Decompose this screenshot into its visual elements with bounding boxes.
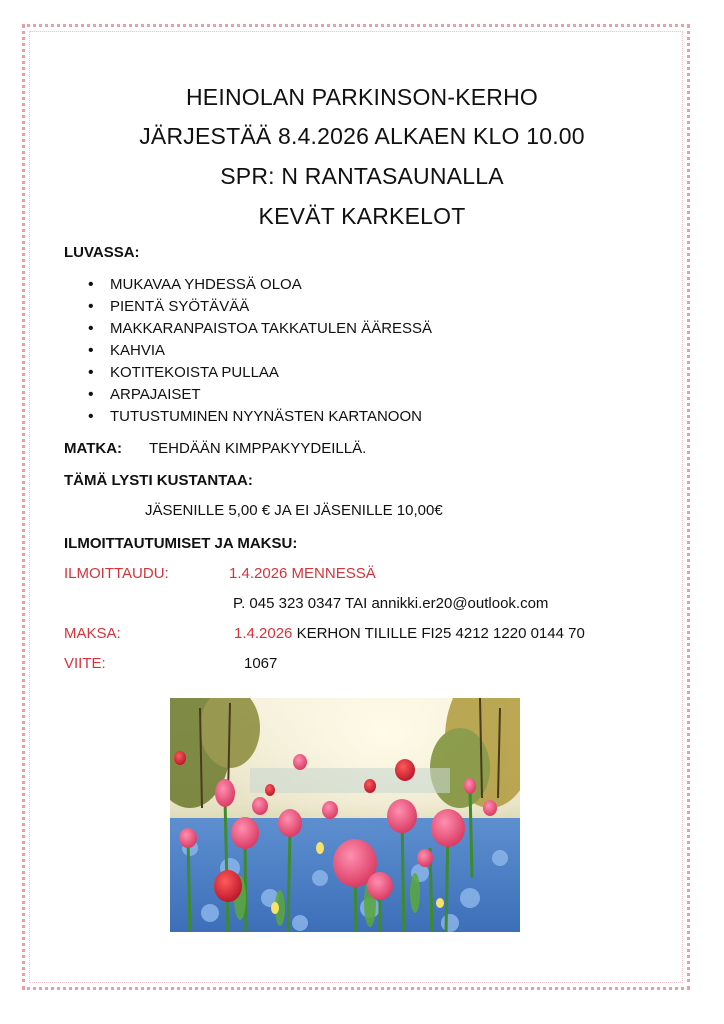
list-item: • KAHVIA <box>88 340 432 362</box>
travel-value: TEHDÄÄN KIMPPAKYYDEILLÄ. <box>149 440 367 457</box>
list-item: • KOTITEKOISTA PULLAA <box>88 362 432 384</box>
tulip-field-photo <box>170 698 520 932</box>
contact-info: P. 045 323 0347 TAI annikki.er20@outlook.com <box>233 595 549 612</box>
list-item: • TUTUSTUMINEN NYYNÄSTEN KARTANOON <box>88 406 432 428</box>
cost-label: TÄMÄ LYSTI KUSTANTAA: <box>64 472 253 489</box>
pay-date: 1.4.2026 <box>234 625 293 642</box>
list-item: • ARPAJAISET <box>88 384 432 406</box>
registration-label: ILMOITTAUTUMISET JA MAKSU: <box>64 535 298 552</box>
offer-list <box>88 274 432 428</box>
pay-account: KERHON TILILLE FI25 4212 1220 0144 70 <box>296 625 585 642</box>
pay-label: MAKSA: <box>64 625 121 642</box>
heading-line-4: KEVÄT KARKELOT <box>258 203 466 229</box>
signup-deadline: 1.4.2026 MENNESSÄ <box>229 565 376 582</box>
reference-value: 1067 <box>244 655 278 672</box>
heading-line-2: JÄRJESTÄÄ 8.4.2026 ALKAEN KLO 10.00 <box>139 123 585 149</box>
cost-value: JÄSENILLE 5,00 € JA EI JÄSENILLE 10,00€ <box>145 502 443 519</box>
travel-label: MATKA: <box>64 440 123 457</box>
heading-line-1: HEINOLAN PARKINSON-KERHO <box>186 84 538 110</box>
list-item: • PIENTÄ SYÖTÄVÄÄ <box>88 296 432 318</box>
list-item: • MUKAVAA YHDESSÄ OLOA <box>88 274 432 296</box>
reference-label: VIITE: <box>64 655 106 672</box>
list-item: • MAKKARANPAISTOA TAKKATULEN ÄÄRESSÄ <box>88 318 432 340</box>
heading-line-3: SPR: N RANTASAUNALLA <box>220 163 504 189</box>
signup-label: ILMOITTAUDU: <box>64 565 169 582</box>
pay-details <box>234 625 585 642</box>
offer-label: LUVASSA: <box>64 244 140 261</box>
